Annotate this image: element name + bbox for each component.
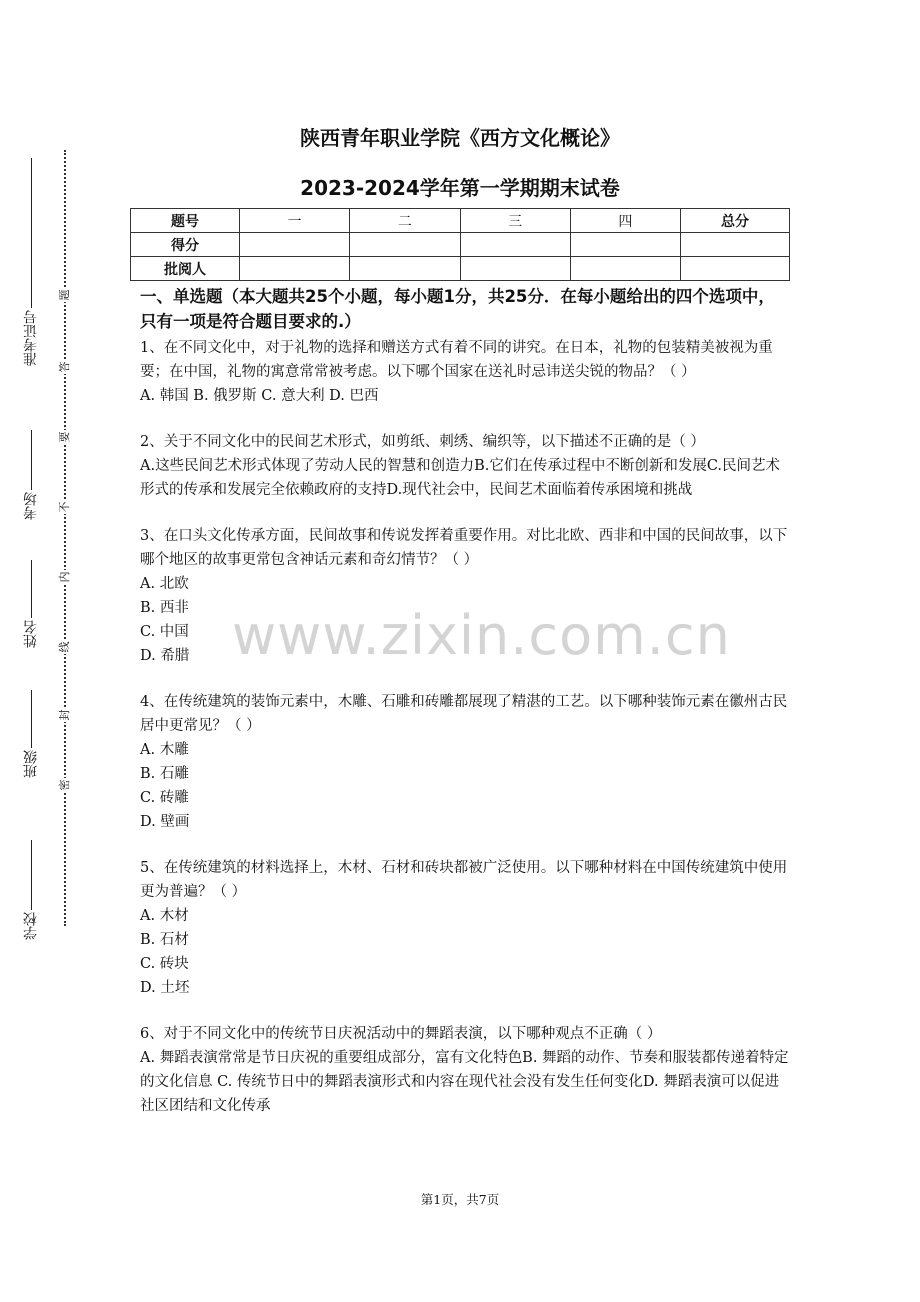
field-name: [18, 560, 44, 648]
question-5: [140, 856, 790, 1000]
row-label: 得分: [131, 233, 240, 257]
question-stem: 6、对于不同文化中的传统节日庆祝活动中的舞蹈表演，以下哪种观点不正确（ ）: [140, 1026, 662, 1042]
question-3: [140, 524, 790, 668]
field-label: 姓名: [23, 620, 39, 648]
table-header-cell: 一: [240, 209, 350, 233]
grader-cell[interactable]: [350, 257, 460, 281]
score-cell[interactable]: [460, 233, 570, 257]
score-table: [130, 208, 790, 281]
field-school: [18, 840, 44, 940]
question-options: A. 舞蹈表演常常是节日庆祝的重要组成部分，富有文化特色B. 舞蹈的动作、节奏和服装都传递着特定的文化信息 C. 传统节日中的舞蹈表演形式和内容在现代社会没有发生任何变化D. 舞蹈表演可以促进社区团结和文化传承: [140, 1050, 789, 1114]
score-cell[interactable]: [681, 233, 790, 257]
field-label: 班级: [23, 750, 39, 778]
seal-char: 要: [58, 431, 71, 443]
question-options: A. 韩国 B. 俄罗斯 C. 意大利 D. 巴西: [140, 388, 379, 404]
question-stem: 2、关于不同文化中的民间艺术形式，如剪纸、刺绣、编织等，以下描述不正确的是（ ）: [140, 434, 705, 450]
option-a: A. 木材: [140, 908, 189, 924]
field-label: 准考证号: [23, 310, 39, 366]
seal-char: 密: [58, 779, 71, 791]
grader-cell[interactable]: [240, 257, 350, 281]
table-header-cell: 四: [570, 209, 680, 233]
score-cell[interactable]: [570, 233, 680, 257]
question-stem: 5、在传统建筑的材料选择上，木材、石材和砖块都被广泛使用。以下哪种材料在中国传统建筑中使用更为普遍？（ ）: [140, 860, 788, 900]
question-stem: 4、在传统建筑的装饰元素中，木雕、石雕和砖雕都展现了精湛的工艺。以下哪种装饰元素在徽州古民居中更常见？（ ）: [140, 694, 788, 734]
seal-dotted-line: [64, 150, 66, 926]
page-footer: 第1页，共7页: [420, 1192, 500, 1207]
table-header-cell: 二: [350, 209, 460, 233]
seal-char: 不: [58, 501, 71, 513]
score-cell[interactable]: [350, 233, 460, 257]
exam-content: [140, 284, 790, 1140]
option-d: D. 壁画: [140, 814, 190, 830]
field-label: 学校: [23, 912, 39, 940]
question-options: A.这些民间艺术形式体现了劳动人民的智慧和创造力B.它们在传承过程中不断创新和发展C.民间艺术形式的传承和发展完全依赖政府的支持D.现代社会中，民间艺术面临着传承困境和挑战: [140, 458, 781, 498]
grader-cell[interactable]: [570, 257, 680, 281]
exam-title: 陕西青年职业学院《西方文化概论》: [300, 126, 620, 150]
field-class: [18, 690, 44, 778]
score-cell[interactable]: [240, 233, 350, 257]
grader-cell[interactable]: [681, 257, 790, 281]
seal-char: 题: [58, 289, 71, 301]
question-4: [140, 690, 790, 834]
question-stem: 1、在不同文化中，对于礼物的选择和赠送方式有着不同的讲究。在日本，礼物的包装精美被视为重要；在中国，礼物的寓意常常被考虑。以下哪个国家在送礼时忌讳送尖锐的物品？（ ）: [140, 340, 773, 380]
seal-char: 封: [58, 709, 71, 721]
score-table-header-row: [131, 209, 790, 233]
binding-strip: [0, 0, 80, 1302]
question-6: [140, 1022, 790, 1118]
option-a: A. 木雕: [140, 742, 189, 758]
option-a: A. 北欧: [140, 576, 189, 592]
option-c: C. 砖块: [140, 956, 189, 972]
option-b: B. 石材: [140, 932, 189, 948]
seal-char: 答: [58, 361, 71, 373]
option-c: C. 砖雕: [140, 790, 189, 806]
option-b: B. 石雕: [140, 766, 189, 782]
question-stem: 3、在口头文化传承方面，民间故事和传说发挥着重要作用。对比北欧、西非和中国的民间故事，以下哪个地区的故事更常包含神话元素和奇幻情节？（ ）: [140, 528, 788, 568]
table-header-cell: 总分: [681, 209, 790, 233]
seal-char: 内: [58, 571, 71, 583]
option-d: D. 希腊: [140, 648, 190, 664]
question-2: [140, 430, 790, 502]
field-label: 考场: [23, 492, 39, 520]
exam-subtitle: 2023-2024学年第一学期期末试卷: [300, 176, 620, 200]
table-header-cell: 三: [460, 209, 570, 233]
field-exam-room: [18, 430, 44, 520]
section-heading: 一、单选题（本大题共25个小题，每小题1分，共25分．在每小题给出的四个选项中，只有一项是符合题目要求的.）: [140, 287, 775, 331]
grader-row: [131, 257, 790, 281]
option-b: B. 西非: [140, 600, 189, 616]
option-d: D. 土坯: [140, 980, 190, 996]
row-label: 批阅人: [131, 257, 240, 281]
option-c: C. 中国: [140, 624, 189, 640]
table-header-cell: 题号: [131, 209, 240, 233]
watermark: www.zixin.com.cn: [232, 604, 731, 667]
grader-cell[interactable]: [460, 257, 570, 281]
field-exam-number: [18, 158, 44, 366]
question-1: [140, 336, 790, 408]
seal-char: 线: [58, 641, 71, 653]
score-row: [131, 233, 790, 257]
